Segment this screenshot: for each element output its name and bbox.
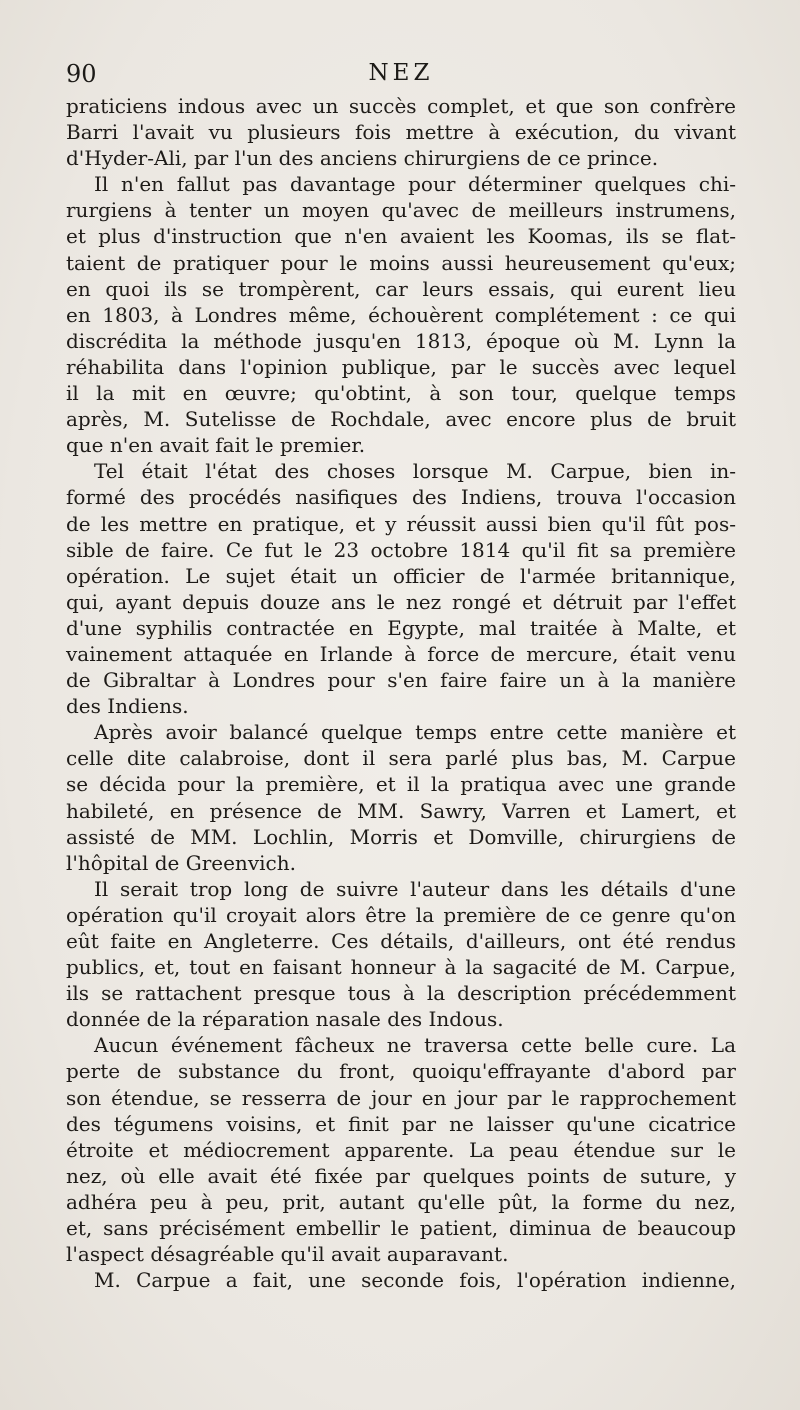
text-line: et plus d'instruction que n'en avaient les Koomas, ils se flat- (66, 224, 736, 249)
text-line: M. Carpue a fait, une seconde fois, l'opération indienne, (94, 1268, 736, 1293)
text-line: en quoi ils se trompèrent, car leurs essais, qui eurent lieu (66, 276, 736, 301)
text-line: Tel était l'état des choses lorsque M. Carpue, bien in- (94, 459, 736, 484)
text-line: de les mettre en pratique, et y réussit aussi bien qu'il fût pos- (66, 511, 736, 536)
text-line: habileté, en présence de MM. Sawry, Varren et Lamert, et (66, 798, 736, 823)
text-line: formé des procédés nasifiques des Indiens, trouva l'occasion (66, 485, 736, 510)
text-line: nez, où elle avait été fixée par quelques points de suture, y (66, 1163, 736, 1188)
text-line: sible de faire. Ce fut le 23 octobre 1814 qu'il fit sa première (66, 537, 736, 562)
body-text (66, 93, 736, 1293)
text-line: en 1803, à Londres même, échouèrent complétement : ce qui (66, 302, 736, 327)
text-line: praticiens indous avec un succès complet, et que son confrère (66, 94, 736, 118)
running-head: NEZ (368, 60, 434, 86)
text-line: Il n'en fallut pas davantage pour déterminer quelques chi- (94, 172, 736, 197)
text-line: perte de substance du front, quoiqu'effrayante d'abord par (66, 1059, 736, 1084)
text-line: des tégumens voisins, et finit par ne laisser qu'une cicatrice (66, 1111, 736, 1136)
text-line: eût faite en Angleterre. Ces détails, d'ailleurs, ont été rendus (66, 929, 736, 953)
text-line: et, sans précisément embellir le patient, diminua de beaucoup (66, 1216, 736, 1241)
text-line: publics, et, tout en faisant honneur à la sagacité de M. Carpue, (66, 955, 736, 980)
text-line: donnée de la réparation nasale des Indous. (66, 1007, 504, 1032)
text-line: il la mit en œuvre; qu'obtint, à son tour, quelque temps (66, 381, 736, 406)
text-line: Il serait trop long de suivre l'auteur dans les détails d'une (94, 876, 736, 901)
text-line: de Gibraltar à Londres pour s'en faire faire un à la manière (66, 668, 736, 693)
text-line: opération. Le sujet était un officier de l'armée britannique, (66, 563, 736, 588)
text-line: opération qu'il croyait alors être la première de ce genre qu'on (66, 902, 736, 927)
text-line: Barri l'avait vu plusieurs fois mettre à exécution, du vivant (66, 120, 736, 145)
text-line: vainement attaquée en Irlande à force de mercure, était venu (66, 641, 736, 666)
text-line: qui, ayant depuis douze ans le nez rongé et détruit par l'effet (66, 589, 736, 614)
text-line: se décida pour la première, et il la pratiqua avec une grande (66, 772, 736, 797)
text-line: après, M. Sutelisse de Rochdale, avec encore plus de bruit (66, 407, 736, 432)
text-line: taient de pratiquer pour le moins aussi heureusement qu'eux; (66, 250, 736, 275)
text-line: des Indiens. (66, 694, 189, 719)
text-line: adhéra peu à peu, prit, autant qu'elle pût, la forme du nez, (66, 1189, 736, 1214)
text-line: d'Hyder-Ali, par l'un des anciens chirurgiens de ce prince. (66, 146, 659, 171)
text-line: réhabilita dans l'opinion publique, par le succès avec lequel (66, 354, 736, 379)
text-line: Après avoir balancé quelque temps entre cette manière et (94, 720, 736, 745)
text-line: ils se rattachent presque tous à la description précédemment (66, 981, 736, 1006)
page-number: 90 (66, 60, 97, 88)
text-line: l'hôpital de Greenvich. (66, 850, 296, 875)
text-line: que n'en avait fait le premier. (66, 433, 366, 458)
text-line: étroite et médiocrement apparente. La peau étendue sur le (66, 1137, 736, 1162)
text-line: rurgiens à tenter un moyen qu'avec de meilleurs instrumens, (66, 198, 736, 223)
text-line: celle dite calabroise, dont il sera parlé plus bas, M. Carpue (66, 746, 736, 771)
text-line: d'une syphilis contractée en Egypte, mal traitée à Malte, et (66, 615, 736, 640)
text-line: Aucun événement fâcheux ne traversa cette belle cure. La (94, 1033, 736, 1058)
page-header (66, 60, 736, 96)
text-line: assisté de MM. Lochlin, Morris et Domville, chirurgiens de (66, 824, 736, 849)
text-line: son étendue, se resserra de jour en jour par le rapprochement (66, 1085, 736, 1110)
text-line: discrédita la méthode jusqu'en 1813, époque où M. Lynn la (66, 328, 736, 353)
text-line: l'aspect désagréable qu'il avait auparavant. (66, 1242, 509, 1267)
